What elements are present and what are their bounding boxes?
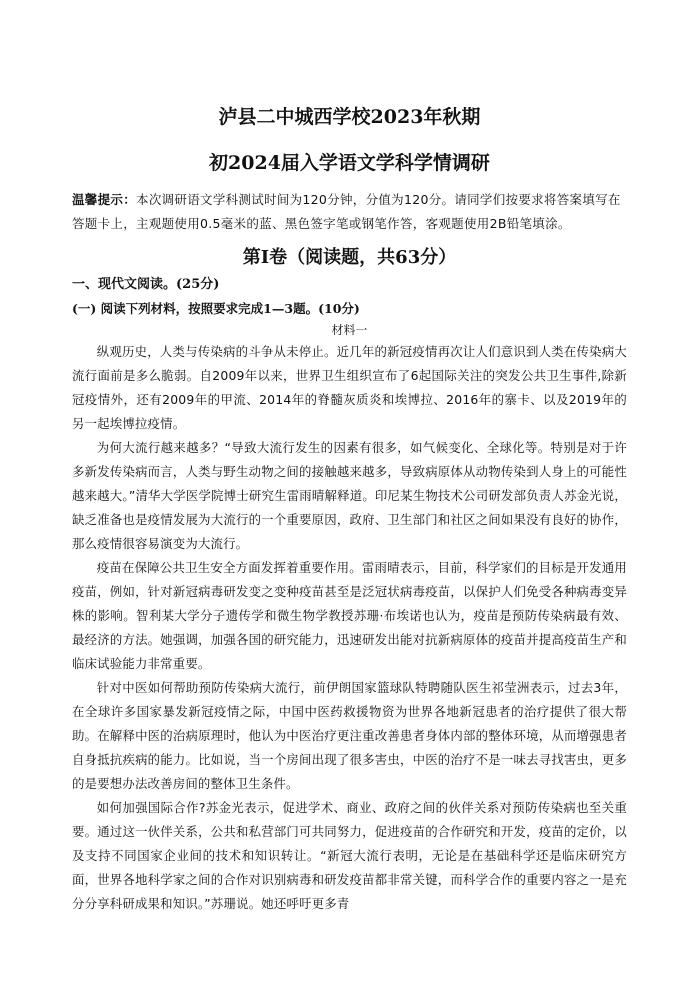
passage-paragraph: 纵观历史，人类与传染病的斗争从未停止。近几年的新冠疫情再次让人们意识到人类在传染病大流行面前是多么脆弱。自2009年以来，世界卫生组织宣布了6起国际关注的突发公共卫生事件,除新冠疫情外，还有2009年的甲流、2014年的脊髓灰质炎和埃博拉、2016年的寨卡、以及2019年的另一起埃博拉疫情。	[72, 344, 627, 431]
passage-paragraph: 如何加强国际合作?苏金光表示，促进学术、商业、政府之间的伙伴关系对预防传染病也至关重要。通过这一伙伴关系，公共和私营部门可共同努力，促进疫苗的合作研究和开发，疫苗的定价，以及支持不同国家企业间的技术和知识转让。“新冠大流行表明，无论是在基础科学还是临床研究方面，世界各地科学家之间的合作对识别病毒和研发疫苗都非常关键，而科学合作的重要内容之一是充分分享科研成果和知识。”苏珊说。她还呼吁更多青	[72, 800, 627, 911]
notice-lead: 温馨提示：	[72, 192, 137, 207]
notice-text: 本次调研语文学科测试时间为120分钟，分值为120分。请同学们按要求将答案填写在答题卡上，主观题使用0.5毫米的蓝、黑色签字笔或钢笔作答，客观题使用2B铅笔填涂。	[72, 192, 621, 231]
passage-paragraph: 为何大流行越来越多？“导致大流行发生的因素有很多，如气候变化、全球化等。特别是对于许多新发传染病而言，人类与野生动物之间的接触越来越多，导致病原体从动物传染到人身上的可能性越来越大。”清华大学医学院博士研究生雷雨晴解释道。印尼某生物技术公司研发部负责人苏金光说，缺乏准备也是疫情发展为大流行的一个重要原因，政府、卫生部门和社区之间如果没有良好的协作，那么疫情很容易演变为大流行。	[72, 440, 627, 551]
part-title: 第Ⅰ卷（阅读题，共63分）	[242, 247, 457, 268]
reading-passage	[72, 340, 627, 916]
material-label: 材料一	[331, 323, 368, 337]
passage-paragraph: 针对中医如何帮助预防传染病大流行，前伊朗国家篮球队特聘随队医生祁莹洲表示，过去3年，在全球许多国家暴发新冠疫情之际，中国中医药救援物资为世界各地新冠患者的治疗提供了很大帮助。在解释中医的治病原理时，他认为中医治疗更注重改善患者身体内部的整体环境，从而增强患者自身抵抗疾病的能力。比如说，当一个房间出现了很多害虫，中医的治疗不是一味去寻找害虫，更多的是要想办法改善房间的整体卫生条件。	[72, 680, 627, 791]
subsection-title: (一) 阅读下列材料，按照要求完成1—3题。(10分)	[72, 301, 360, 316]
section-title: 一、现代文阅读。(25分)	[72, 277, 220, 292]
exam-title-line2: 初2024届入学语文学科学情调研	[209, 152, 490, 174]
exam-notice	[72, 188, 627, 236]
passage-paragraph: 疫苗在保障公共卫生安全方面发挥着重要作用。雷雨晴表示，目前，科学家们的目标是开发通用疫苗，例如，针对新冠病毒研发变之变种疫苗甚至是泛冠状病毒疫苗，以保护人们免受各种病毒变异株的影响。智利某大学分子遗传学和微生物学教授苏珊·布埃诺也认为，疫苗是预防传染病最有效、最经济的方法。她强调，加强各国的研究能力，迅速研发出能对抗新病原体的疫苗并提高疫苗生产和临床试验能力非常重要。	[72, 560, 627, 671]
exam-title-line1: 泸县二中城西学校2023年秋期	[218, 106, 481, 128]
